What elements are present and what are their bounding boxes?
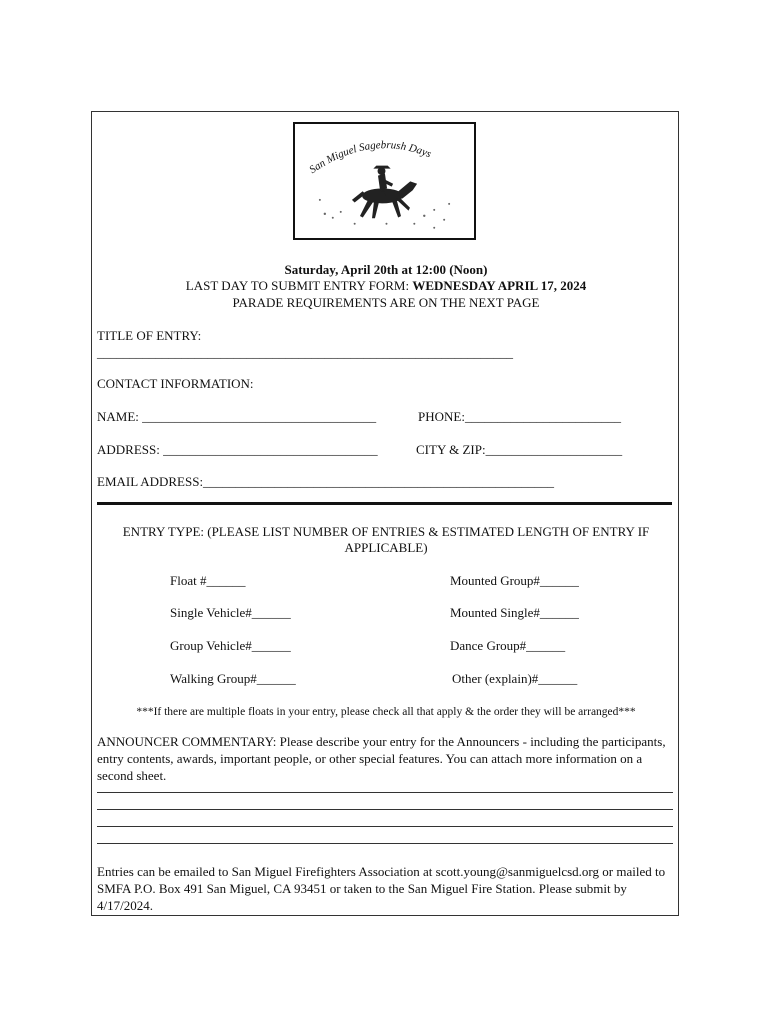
multiple-floats-note: ***If there are multiple floats in your entry, please check all that apply & the order they will be arranged*** [136,706,636,718]
commentary-line[interactable] [97,843,673,844]
single-vehicle-field[interactable]: Single Vehicle#______ [170,605,291,620]
phone-field[interactable]: PHONE:________________________ [418,409,621,424]
deadline-label: LAST DAY TO SUBMIT ENTRY FORM: [185,278,413,293]
entry-type-heading: ENTRY TYPE: (PLEASE LIST NUMBER OF ENTRIES & ESTIMATED LENGTH OF ENTRY IF APPLICABLE) [122,524,650,555]
section-divider [97,502,672,505]
address-field[interactable]: ADDRESS: _________________________________ [97,442,378,457]
logo-title: San Miguel Sagebrush Days [307,139,433,177]
svg-text:San Miguel Sagebrush Days [307,139,433,176]
contact-heading: CONTACT INFORMATION: [97,376,254,391]
sagebrush-days-logo [293,122,476,240]
name-field[interactable]: NAME: ____________________________________ [97,409,377,424]
commentary-line[interactable] [97,826,673,827]
email-field[interactable]: EMAIL ADDRESS:______________________________________________________ [97,474,555,489]
submission-instructions: Entries can be emailed to San Miguel Firefighters Association at scott.young@sanmiguelcsd.org or mailed to SMFA P.O. Box 491 San Miguel, CA 93451 or taken to the San Miguel Fire Station. Please submit by 4/17/2024. [97,864,666,913]
float-count-field[interactable]: Float #______ [170,573,246,588]
submission-deadline [92,278,680,294]
other-explain-field[interactable]: Other (explain)#______ [452,671,578,686]
commentary-line[interactable] [97,809,673,810]
horse-and-rider-icon [295,124,474,238]
mounted-single-field[interactable]: Mounted Single#______ [450,605,579,620]
group-vehicle-field[interactable]: Group Vehicle#______ [170,638,291,653]
commentary-line[interactable] [97,792,673,793]
title-of-entry-field[interactable]: ________________________________________________________________ [97,345,513,360]
city-zip-field[interactable]: CITY & ZIP:_____________________ [416,442,623,457]
title-of-entry-label: TITLE OF ENTRY: [97,328,202,343]
announcer-commentary-instructions: ANNOUNCER COMMENTARY: Please describe your entry for the Announcers - including the participants, entry contents, awards, important people, or other special features. You can attach more information on a second sheet. [97,734,666,783]
entry-form [91,111,679,916]
event-date: Saturday, April 20th at 12:00 (Noon) [284,262,488,277]
deadline-date: WEDNESDAY APRIL 17, 2024 [412,278,587,293]
mounted-group-field[interactable]: Mounted Group#______ [450,573,579,588]
dance-group-field[interactable]: Dance Group#______ [450,638,566,653]
walking-group-field[interactable]: Walking Group#______ [170,671,296,686]
requirements-note: PARADE REQUIREMENTS ARE ON THE NEXT PAGE [232,295,540,310]
